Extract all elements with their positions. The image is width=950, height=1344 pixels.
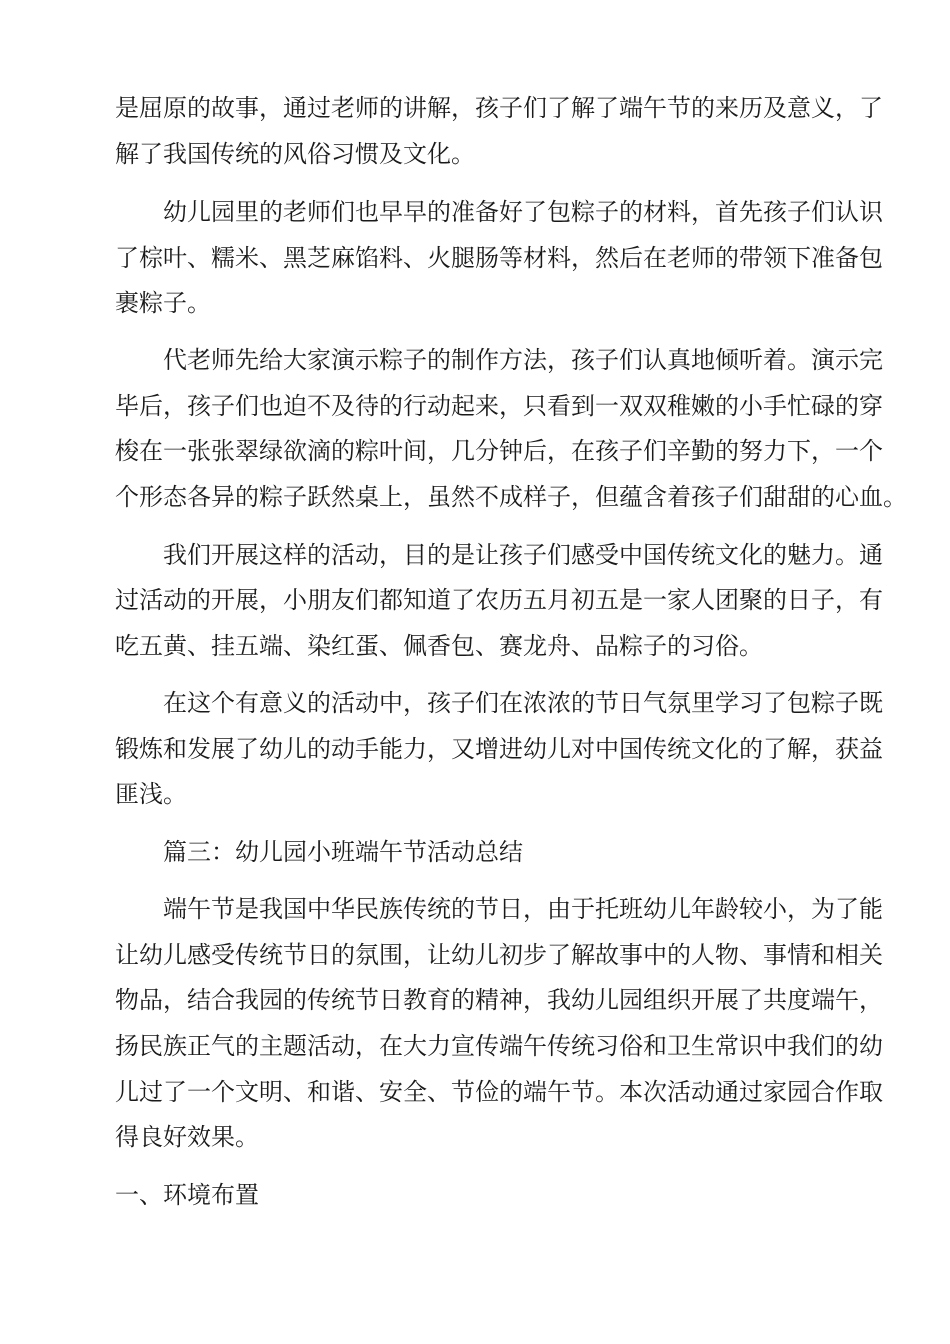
text-line: 解了我国传统的风俗习惯及文化。 xyxy=(115,140,475,168)
text-line: 让幼儿感受传统节日的氛围，让幼儿初步了解故事中的人物、事情和相关 xyxy=(115,941,883,969)
section-heading: 篇三：幼儿园小班端午节活动总结 xyxy=(163,838,523,866)
text-line: 了棕叶、糯米、黑芝麻馅料、火腿肠等材料，然后在老师的带领下准备包 xyxy=(115,244,883,272)
text-line: 裹粽子。 xyxy=(115,289,211,317)
text-line: 在这个有意义的活动中，孩子们在浓浓的节日气氛里学习了包粽子既 xyxy=(163,689,883,717)
text-line: 毕后，孩子们也迫不及待的行动起来，只看到一双双稚嫩的小手忙碌的穿 xyxy=(115,392,883,420)
text-line: 幼儿园里的老师们也早早的准备好了包粽子的材料，首先孩子们认识 xyxy=(163,198,883,226)
text-line: 代老师先给大家演示粽子的制作方法，孩子们认真地倾听着。演示完 xyxy=(163,346,883,374)
text-line: 吃五黄、挂五端、染红蛋、佩香包、赛龙舟、品粽子的习俗。 xyxy=(115,632,763,660)
subsection-heading: 一、环境布置 xyxy=(115,1181,259,1209)
text-line: 物品，结合我园的传统节日教育的精神，我幼儿园组织开展了共度端午， xyxy=(115,986,883,1014)
text-line: 过活动的开展，小朋友们都知道了农历五月初五是一家人团聚的日子，有 xyxy=(115,586,883,614)
text-line: 儿过了一个文明、和谐、安全、节俭的端午节。本次活动通过家园合作取 xyxy=(115,1078,883,1106)
text-line: 个形态各异的粽子跃然桌上，虽然不成样子，但蕴含着孩子们甜甜的心血。 xyxy=(115,483,907,511)
text-line: 是屈原的故事，通过老师的讲解，孩子们了解了端午节的来历及意义，了 xyxy=(115,94,883,122)
text-line: 我们开展这样的活动，目的是让孩子们感受中国传统文化的魅力。通 xyxy=(163,541,883,569)
text-line: 扬民族正气的主题活动，在大力宣传端午传统习俗和卫生常识中我们的幼 xyxy=(115,1032,883,1060)
text-line: 匪浅。 xyxy=(115,780,187,808)
text-line: 得良好效果。 xyxy=(115,1123,259,1151)
text-line: 梭在一张张翠绿欲滴的粽叶间，几分钟后，在孩子们辛勤的努力下，一个 xyxy=(115,437,883,465)
text-line: 锻炼和发展了幼儿的动手能力，又增进幼儿对中国传统文化的了解，获益 xyxy=(115,735,883,763)
text-line: 端午节是我国中华民族传统的节日，由于托班幼儿年龄较小，为了能 xyxy=(163,895,883,923)
